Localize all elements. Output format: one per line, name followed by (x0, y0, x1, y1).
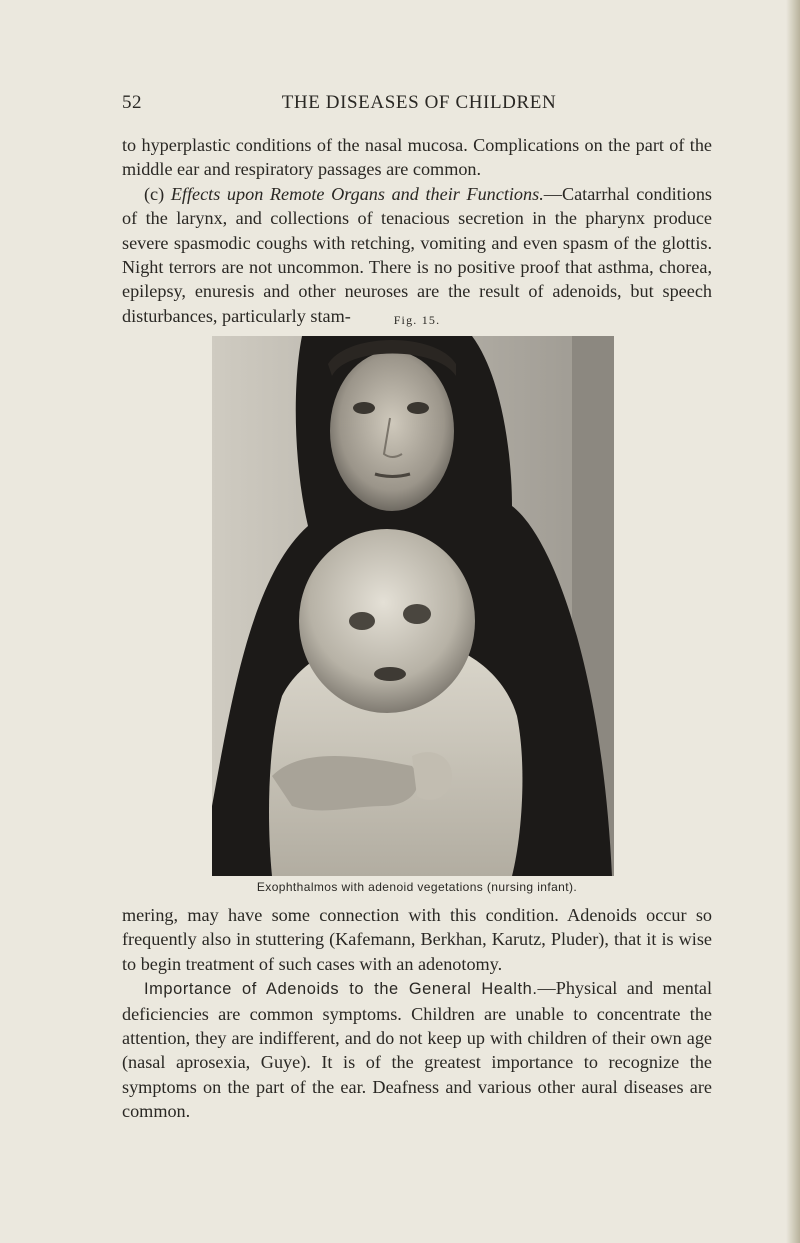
paragraph-importance (122, 976, 712, 1123)
figure-photo (212, 336, 614, 876)
page-edge-shadow (786, 0, 800, 1243)
list-marker: (c) (144, 183, 165, 204)
page-header (122, 92, 716, 118)
body-text-top (122, 133, 712, 328)
baby-mouth (374, 667, 406, 681)
figure-label: Fig. 15. (393, 313, 441, 327)
baby-right-eye (403, 604, 431, 624)
section-heading-importance: Importance of Adenoids to the General Health. (144, 980, 538, 999)
paragraph-importance-body: —Physical and mental deficiencies are common symptoms. Children are unable to concentrate the attention, they are indifferent, and do not keep up with children of their own age (nasal aprosexia, Guye). It is of the greatest importance to recognize the symptoms on the part of the ear. Deafness and various other aural diseases are common. (122, 978, 712, 1122)
mother-face (330, 351, 454, 511)
baby-head (299, 529, 475, 713)
paragraph-continuation-bottom: mering, may have some connection with this condition. Adenoids occur so frequently also in stuttering (Kafemann, Berkhan, Karutz, Pluder), that it is wise to begin treatment of such cases with an adenotomy. (122, 905, 712, 974)
figure-caption: Exophthalmos with adenoid vegetations (nursing infant). (256, 880, 578, 894)
mother-right-eye (407, 402, 429, 414)
paragraph-continuation: to hyperplastic conditions of the nasal mucosa. Complications on the part of the middle ear and respiratory passages are common. (122, 135, 712, 180)
section-heading-effects: Effects upon Remote Organs and their Functions. (170, 183, 544, 204)
running-title: THE DISEASES OF CHILDREN (281, 92, 557, 113)
baby-left-eye (349, 612, 375, 630)
paragraph-effects-remote-organs (122, 182, 712, 328)
paragraph-body: —Catarrhal conditions of the larynx, and collections of tenacious secretion in the pharynx produce severe spasmodic coughs with retching, vomiting and even spasm of the glottis. Night terrors are not uncommon. There is no positive proof that asthma, chorea, epilepsy, enuresis and other neuroses are the result of adenoids, but speech disturbances, particularly stam- (122, 183, 712, 326)
body-text-bottom (122, 903, 712, 1124)
mother-left-eye (353, 402, 375, 414)
page-number: 52 (122, 92, 142, 113)
mother-hand (272, 756, 418, 810)
